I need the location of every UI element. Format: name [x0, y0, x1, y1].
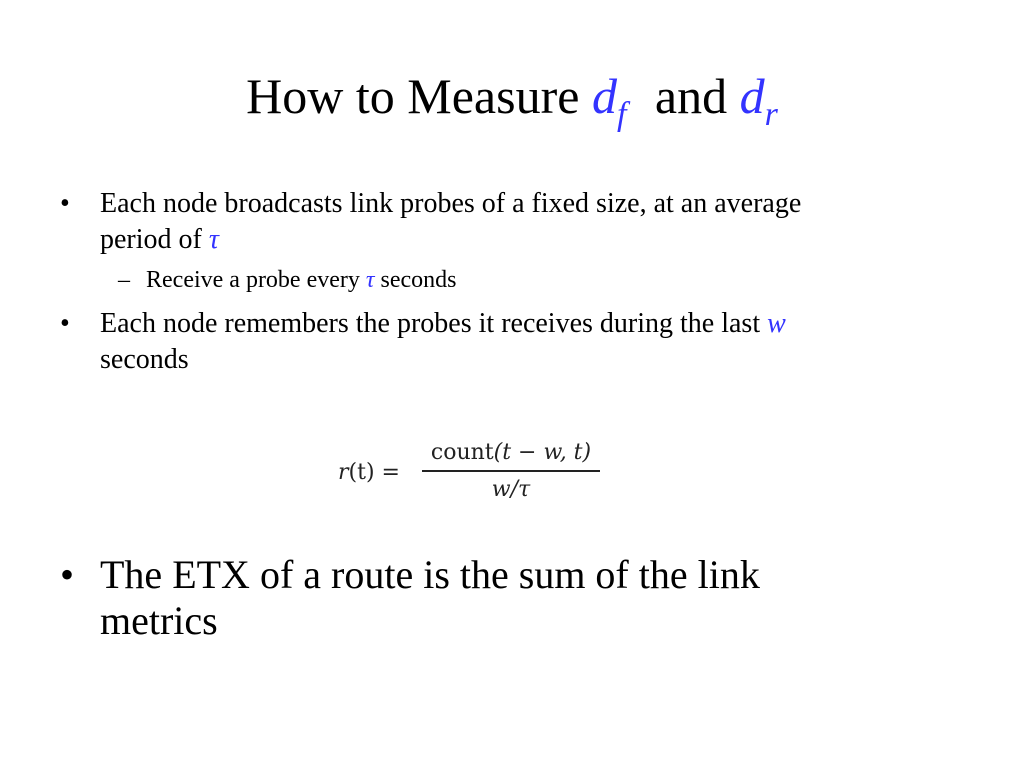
formula-numerator-args: (t − w, t)	[493, 440, 592, 465]
slide-title	[0, 66, 1024, 133]
title-var-df	[591, 68, 627, 133]
sub-bullet-1	[118, 265, 456, 295]
bullet-2-text	[100, 306, 970, 378]
bullet-marker: •	[60, 552, 75, 597]
bullet-marker: •	[60, 188, 70, 219]
bullet-1	[60, 186, 970, 258]
title-var-df-subscript: f	[616, 96, 627, 133]
formula-numerator	[422, 438, 600, 468]
formula-numerator-func: count	[430, 440, 494, 465]
formula-lhs-func: r	[338, 460, 349, 485]
bullet-1-line-2: period of	[100, 224, 202, 255]
formula-denominator: w/τ	[491, 476, 531, 502]
title-conjunction: and	[654, 68, 728, 124]
bullet-1-var-tau: τ	[208, 224, 219, 255]
title-var-df-base: d	[591, 68, 617, 124]
bullet-2-prefix: Each node remembers the probes it receives during the last	[100, 308, 761, 339]
bullet-2-var-w: w	[767, 308, 786, 339]
sub-bullet-marker: –	[118, 267, 130, 293]
formula-fraction	[422, 438, 600, 505]
bullet-1-text	[100, 186, 970, 258]
sub-bullet-prefix: Receive a probe every	[146, 267, 360, 293]
bullet-1-line-1: Each node broadcasts link probes of a fixed size, at an average	[100, 188, 802, 219]
formula-fraction-bar	[422, 470, 600, 472]
bullet-3	[60, 552, 880, 644]
formula-lhs	[338, 460, 400, 485]
formula-equals: =	[381, 460, 400, 485]
sub-bullet-var-tau: τ	[365, 267, 375, 293]
title-var-dr-subscript: r	[764, 96, 778, 133]
etx-formula	[336, 438, 606, 510]
bullet-3-text: The ETX of a route is the sum of the link metrics	[100, 552, 760, 643]
bullet-2	[60, 306, 970, 378]
sub-bullet-suffix: seconds	[380, 267, 457, 293]
formula-lhs-arg: (t)	[348, 460, 375, 485]
bullet-marker: •	[60, 308, 70, 339]
title-var-dr-base: d	[739, 68, 765, 124]
title-var-dr	[739, 68, 778, 133]
title-prefix: How to Measure	[246, 68, 580, 124]
bullet-2-suffix: seconds	[100, 344, 189, 375]
